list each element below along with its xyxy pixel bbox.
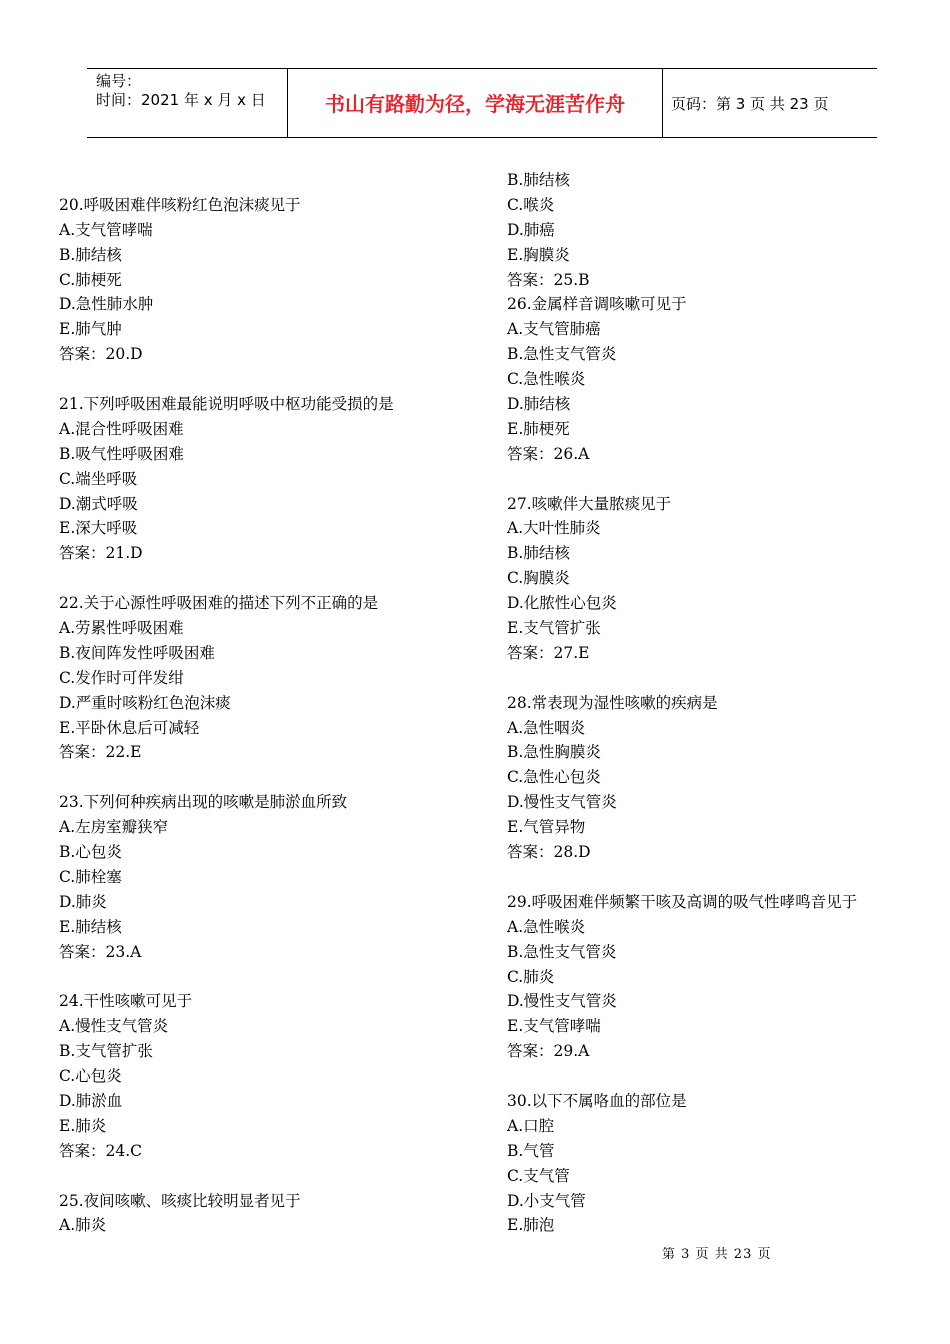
option-line: A.急性咽炎: [507, 718, 586, 737]
header-motto-cell: [287, 69, 663, 137]
question-stem: 30.以下不属咯血的部位是: [507, 1091, 687, 1110]
option-line: B.心包炎: [59, 843, 122, 862]
right-question-column: [507, 168, 927, 1238]
option-line: E.肺梗死: [507, 419, 570, 438]
question-stem: 26.金属样音调咳嗽可见于: [507, 295, 687, 314]
blank-line: [507, 865, 927, 890]
option-line: D.慢性支气管炎: [507, 793, 617, 812]
blank-line: [59, 566, 479, 591]
option-line: B.肺结核: [507, 544, 570, 563]
option-line: C.喉炎: [507, 195, 555, 214]
option-line: C.胸膜炎: [507, 569, 570, 588]
option-line: B.吸气性呼吸困难: [59, 444, 184, 463]
option-line: D.潮式呼吸: [59, 494, 138, 513]
option-line: B.支气管扩张: [59, 1042, 153, 1061]
option-line: E.气管异物: [507, 818, 586, 837]
option-line: C.心包炎: [59, 1067, 122, 1086]
option-line: E.肺结核: [59, 917, 122, 936]
question-stem: 29.呼吸困难伴频繁干咳及高调的吸气性哮鸣音见于: [507, 892, 858, 911]
question-stem: 28.常表现为湿性咳嗽的疾病是: [507, 693, 718, 712]
blank-line: [507, 467, 927, 492]
page-footer: 第 3 页 共 23 页: [662, 1247, 772, 1262]
option-line: B.急性胸膜炎: [507, 743, 601, 762]
question-stem: 24.干性咳嗽可见于: [59, 992, 193, 1011]
header-page-info: 页码：第 3 页 共 23 页: [671, 95, 829, 113]
page-header: [87, 68, 877, 138]
header-meta-cell: [87, 69, 287, 137]
option-line: B.气管: [507, 1141, 555, 1160]
answer-line: 答案：20.D: [59, 345, 143, 364]
option-line: A.左房室瓣狭窄: [59, 818, 169, 837]
answer-line: 答案：24.C: [59, 1141, 143, 1160]
option-line: C.急性喉炎: [507, 370, 586, 389]
question-stem: 23.下列何种疾病出现的咳嗽是肺淤血所致: [59, 793, 348, 812]
header-motto: 书山有路勤为径，学海无涯苦作舟: [325, 92, 625, 116]
header-page-cell: [662, 69, 877, 137]
option-line: A.急性喉炎: [507, 917, 586, 936]
left-question-column: [59, 168, 479, 1238]
option-line: B.肺结核: [507, 171, 570, 189]
option-line: C.肺梗死: [59, 270, 122, 289]
option-line: C.端坐呼吸: [59, 469, 138, 488]
option-line: B.夜间阵发性呼吸困难: [59, 643, 215, 662]
option-line: D.严重时咳粉红色泡沫痰: [59, 693, 231, 712]
blank-line: [59, 1164, 479, 1189]
document-time-label: 时间：2021 年 x 月 x 日: [96, 91, 266, 109]
option-line: E.支气管哮喘: [507, 1017, 601, 1036]
option-line: B.急性支气管炎: [507, 942, 617, 961]
blank-line: [59, 965, 479, 990]
option-line: A.大叶性肺炎: [507, 519, 601, 538]
answer-line: 答案：25.B: [507, 270, 590, 289]
option-line: D.小支气管: [507, 1191, 586, 1210]
option-line: B.急性支气管炎: [507, 345, 617, 364]
option-line: E.深大呼吸: [59, 519, 138, 538]
option-line: A.口腔: [507, 1116, 555, 1135]
option-line: C.肺炎: [507, 967, 555, 986]
option-line: C.肺栓塞: [59, 867, 122, 886]
option-line: C.急性心包炎: [507, 768, 601, 787]
answer-line: 答案：27.E: [507, 643, 590, 662]
option-line: D.急性肺水肿: [59, 295, 154, 314]
question-stem: 21.下列呼吸困难最能说明呼吸中枢功能受损的是: [59, 395, 394, 414]
option-line: D.肺淤血: [59, 1091, 123, 1110]
option-line: A.混合性呼吸困难: [59, 419, 184, 438]
option-line: D.肺癌: [507, 220, 555, 239]
answer-line: 答案：26.A: [507, 444, 590, 463]
option-line: A.支气管肺癌: [507, 320, 601, 339]
option-line: A.肺炎: [59, 1216, 107, 1235]
answer-line: 答案：29.A: [507, 1042, 590, 1061]
option-line: C.支气管: [507, 1166, 570, 1185]
option-line: D.肺结核: [507, 395, 571, 414]
document-number-label: 编号：: [96, 72, 142, 90]
question-stem: 22.关于心源性呼吸困难的描述下列不正确的是: [59, 594, 379, 613]
question-stem: 25.夜间咳嗽、咳痰比较明显者见于: [59, 1191, 301, 1210]
answer-line: 答案：22.E: [59, 743, 142, 762]
option-line: E.肺气肿: [59, 320, 122, 339]
option-line: D.化脓性心包炎: [507, 594, 617, 613]
blank-line: [59, 367, 479, 392]
option-line: B.肺结核: [59, 245, 122, 264]
option-line: E.胸膜炎: [507, 245, 570, 264]
blank-line: [59, 168, 479, 193]
answer-line: 答案：28.D: [507, 843, 591, 862]
option-line: C.发作时可伴发绀: [59, 668, 184, 687]
answer-line: 答案：21.D: [59, 544, 143, 563]
blank-line: [59, 765, 479, 790]
answer-line: 答案：23.A: [59, 942, 142, 961]
option-line: D.肺炎: [59, 892, 107, 911]
blank-line: [507, 1064, 927, 1089]
option-line: A.支气管哮喘: [59, 220, 153, 239]
option-line: A.劳累性呼吸困难: [59, 619, 184, 638]
option-line: E.肺炎: [59, 1116, 107, 1135]
option-line: A.慢性支气管炎: [59, 1017, 169, 1036]
option-line: E.支气管扩张: [507, 619, 601, 638]
option-line: E.肺泡: [507, 1216, 555, 1235]
option-line: D.慢性支气管炎: [507, 992, 617, 1011]
question-stem: 20.呼吸困难伴咳粉红色泡沫痰见于: [59, 195, 301, 214]
blank-line: [507, 666, 927, 691]
option-line: E.平卧休息后可减轻: [59, 718, 200, 737]
question-stem: 27.咳嗽伴大量脓痰见于: [507, 494, 672, 513]
